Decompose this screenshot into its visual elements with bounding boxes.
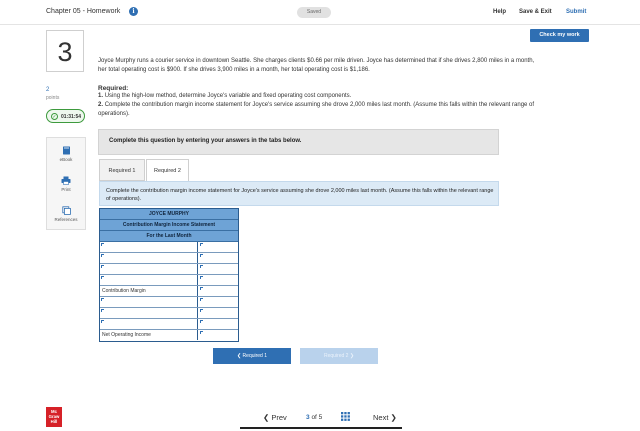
table-row: [100, 253, 238, 264]
dropdown-marker-icon: [101, 254, 104, 257]
input-marker-icon: [200, 309, 203, 312]
references-label: References: [54, 217, 78, 222]
row-amount-input[interactable]: [198, 264, 238, 274]
input-marker-icon: [200, 320, 203, 323]
row-label-input[interactable]: [100, 275, 198, 285]
row-label-input[interactable]: [100, 253, 198, 263]
tools-panel: [46, 137, 86, 230]
help-link[interactable]: Help: [493, 9, 507, 15]
top-bar: [0, 0, 640, 25]
book-icon: [62, 146, 71, 155]
instruction-box: [98, 129, 499, 155]
current-page: 3: [306, 414, 310, 421]
points-value: 2: [46, 87, 50, 93]
requirement-2: [98, 101, 538, 119]
row-amount-input[interactable]: [198, 275, 238, 285]
tab-required-1[interactable]: Required 1: [99, 159, 145, 181]
dropdown-marker-icon: [101, 320, 104, 323]
tab-instruction-box: [99, 181, 499, 206]
dropdown-marker-icon: [101, 276, 104, 279]
dropdown-marker-icon: [101, 243, 104, 246]
requirement-1: [98, 93, 538, 99]
net-operating-income-label: Net Operating Income: [100, 330, 198, 340]
input-marker-icon: [200, 265, 203, 268]
input-marker-icon: [200, 298, 203, 301]
contribution-margin-amount[interactable]: [198, 286, 238, 296]
row-amount-input[interactable]: [198, 297, 238, 307]
prev-question-button[interactable]: ❮ Prev: [263, 413, 287, 422]
check-my-work-button[interactable]: Check my work: [530, 29, 589, 42]
input-marker-icon: [200, 276, 203, 279]
requirement-2-text: Complete the contribution margin income statement for Joyce's service assuming she drove 2,000 miles last month. (Assume this falls within the relevant range of operations).: [98, 102, 535, 117]
home-indicator: [240, 427, 402, 429]
references-icon: [62, 206, 71, 215]
dropdown-marker-icon: [101, 265, 104, 268]
requirement-2-number: 2.: [98, 102, 104, 108]
next-question-button[interactable]: Next ❯: [373, 413, 397, 422]
table-row: [100, 275, 238, 286]
grid-icon[interactable]: [341, 412, 350, 421]
timer-text: 01:31:54: [61, 114, 82, 120]
net-operating-income-row: [100, 330, 238, 341]
mcgraw-hill-logo: Mc Graw Hill: [46, 407, 62, 427]
statement-title: Contribution Margin Income Statement: [100, 220, 238, 231]
row-label-input[interactable]: [100, 308, 198, 318]
requirement-1-text: Using the high-low method, determine Joyce's variable and fixed operating cost components.: [104, 93, 352, 99]
dropdown-marker-icon: [101, 298, 104, 301]
row-amount-input[interactable]: [198, 308, 238, 318]
row-amount-input[interactable]: [198, 319, 238, 329]
info-icon[interactable]: i: [129, 7, 138, 16]
timer-badge: [46, 109, 85, 123]
contribution-margin-statement: [99, 208, 239, 342]
question-body: Joyce Murphy runs a courier service in downtown Seattle. She charges clients $0.66 per mile driven. Joyce has determined that if she drives 2,800 miles in a month, her total operating cost is $900. If she drives 3,900 miles in a month, her total operating cost is $1,186.: [98, 58, 535, 73]
row-label-input[interactable]: [100, 242, 198, 252]
net-operating-income-amount[interactable]: [198, 330, 238, 340]
row-label-input[interactable]: [100, 264, 198, 274]
input-marker-icon: [200, 254, 203, 257]
next-tab-button[interactable]: Required 2 ❯: [300, 348, 378, 364]
references-tool[interactable]: [47, 206, 85, 222]
table-row: [100, 242, 238, 253]
required-heading: Required:: [98, 85, 129, 92]
contribution-margin-label: Contribution Margin: [100, 286, 198, 296]
row-amount-input[interactable]: [198, 242, 238, 252]
row-label-input[interactable]: [100, 297, 198, 307]
row-amount-input[interactable]: [198, 253, 238, 263]
requirement-1-number: 1.: [98, 93, 104, 99]
tab-instruction-text: Complete the contribution margin income statement for Joyce's service assuming she drove 2,000 miles last month. (Assume this falls within the relevant range of operations).: [106, 188, 494, 202]
saved-status-badge: Saved: [297, 7, 331, 18]
chapter-title: Chapter 05 - Homework: [46, 8, 121, 15]
instruction-text: Complete this question by entering your answers in the tabs below.: [109, 138, 302, 144]
row-label-input[interactable]: [100, 319, 198, 329]
ebook-tool[interactable]: [47, 146, 85, 162]
table-row: [100, 264, 238, 275]
print-label: Print: [61, 187, 71, 192]
table-row: [100, 297, 238, 308]
print-tool[interactable]: [47, 176, 85, 192]
tab-required-2[interactable]: Required 2: [146, 159, 189, 182]
dropdown-marker-icon: [101, 309, 104, 312]
statement-period: For the Last Month: [100, 231, 238, 242]
submit-link[interactable]: Submit: [566, 9, 587, 15]
question-number: 3: [46, 30, 84, 72]
input-marker-icon: [200, 331, 203, 334]
input-marker-icon: [200, 243, 203, 246]
ebook-label: eBook: [59, 157, 73, 162]
statement-company-name: JOYCE MURPHY: [100, 209, 238, 220]
total-pages: 5: [318, 414, 323, 421]
table-row: [100, 319, 238, 330]
points-label: points: [46, 95, 60, 101]
prev-tab-button[interactable]: ❮ Required 1: [213, 348, 291, 364]
print-icon: [61, 176, 71, 185]
input-marker-icon: [200, 287, 203, 290]
checkmark-icon: ✓: [52, 114, 57, 120]
of-label: of: [311, 414, 317, 421]
page-indicator: [306, 414, 322, 421]
table-row: [100, 308, 238, 319]
contribution-margin-row: [100, 286, 238, 297]
save-exit-link[interactable]: Save & Exit: [519, 9, 552, 15]
